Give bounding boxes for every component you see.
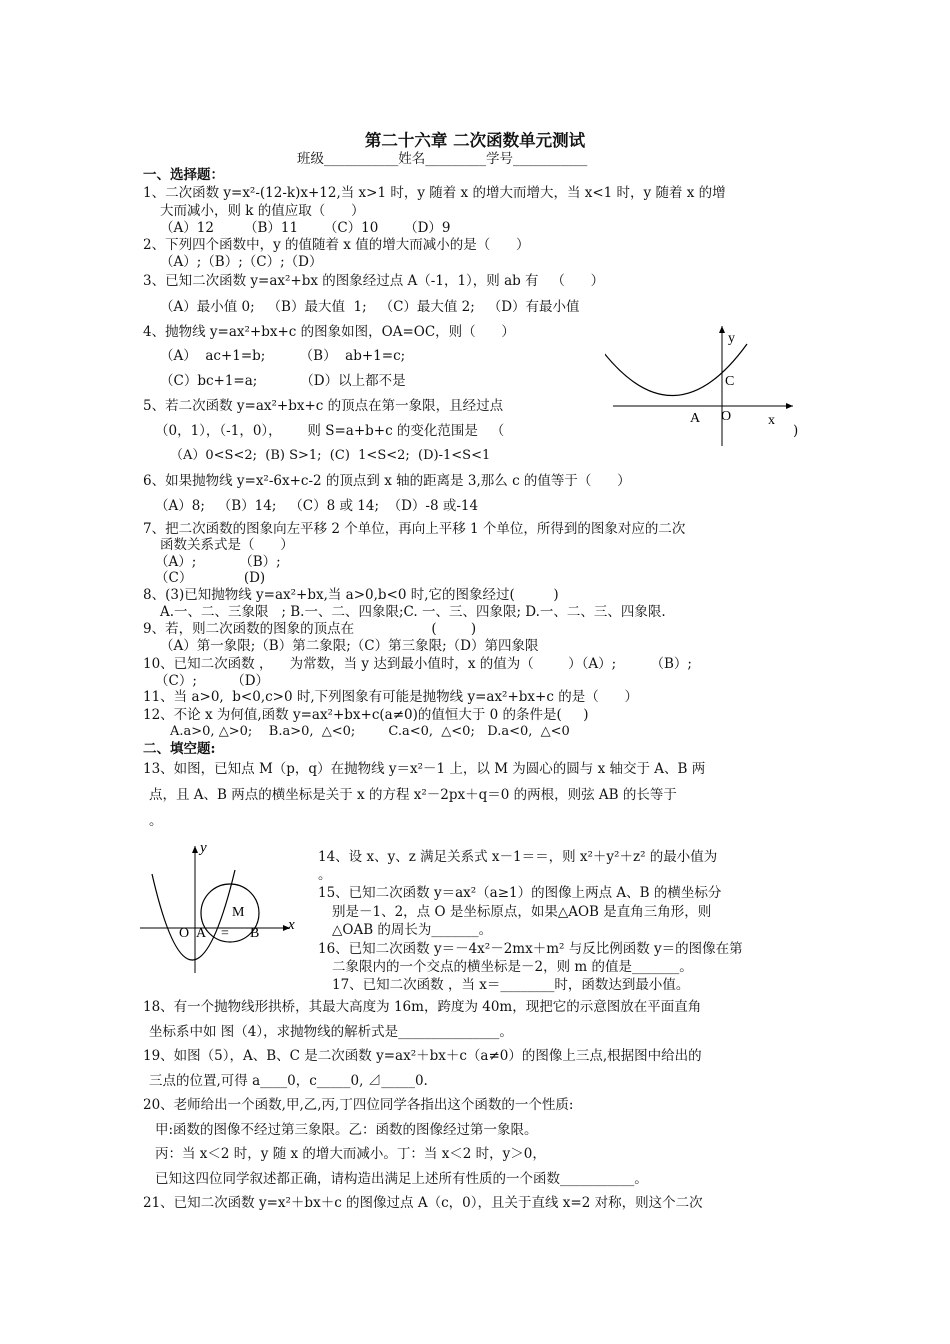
y-label: y — [200, 840, 207, 856]
question-19-line-2: 三点的位置,可得 a____0，c_____0, ⊿_____0. — [149, 1073, 428, 1089]
point-a-label: A — [196, 926, 207, 941]
question-11: 11、当 a>0, b<0,c>0 时,下列图象有可能是抛物线 y=ax²+bx+c 的是（ ） — [143, 689, 638, 705]
question-14-line-2: 。 — [318, 867, 332, 883]
section-heading-fill: 二、填空题: — [143, 741, 216, 757]
y-axis-arrow-icon — [192, 846, 198, 853]
question-3-options: （A）最小值 0; （B）最大值 1; （C）最大值 2; （D）有最小值 — [160, 299, 580, 315]
question-15-line-1: 15、已知二次函数 y＝ax²（a≥1）的图像上两点 A、B 的横坐标分 — [318, 885, 722, 901]
question-3: 3、已知二次函数 y=ax²+bx 的图象经过点 A（-1，1），则 ab 有 （ ） — [143, 273, 605, 289]
question-16-line-2: 二象限内的一个交点的横坐标是－2，则 m 的值是_______。 — [332, 959, 693, 975]
question-1-line-2: 大而减小，则 k 的值应取（ ） — [160, 203, 365, 219]
question-20-line-4: 已知这四位同学叙述都正确，请构造出满足上述所有性质的一个函数___________。 — [155, 1171, 648, 1187]
question-2-options: （A）;（B）;（C）;（D） — [160, 254, 323, 270]
question-16-line-1: 16、已知二次函数 y＝－4x²－2mx＋m² 与反比例函数 y＝的图像在第 — [318, 941, 743, 957]
origin-label: O — [721, 409, 732, 424]
x-axis-arrow-icon — [786, 403, 793, 409]
question-14: 14、设 x、y、z 满足关系式 x－1＝＝，则 x²＋y²＋z² 的最小值为 — [318, 849, 718, 865]
question-5-closing-paren: ) — [793, 423, 799, 439]
section-heading-choice: 一、选择题： — [143, 167, 224, 183]
question-13-line-2: 点，且 A、B 两点的横坐标是关于 x 的方程 x²－2px＋q＝0 的两根，则弦 AB 的长等于 — [149, 787, 677, 803]
question-7-line-1: 7、把二次函数的图象向左平移 2 个单位，再向上平移 1 个单位，所得到的图象对应的二次 — [143, 521, 686, 537]
page-title: 第二十六章 二次函数单元测试 — [364, 131, 586, 150]
x-label: x — [288, 917, 295, 933]
question-20-line-2: 甲:函数的图像不经过第三象限。乙：函数的图像经过第一象限。 — [155, 1122, 538, 1138]
question-6: 6、如果抛物线 y=x²-6x+c-2 的顶点到 x 轴的距离是 3,那么 c 的值等于（ ） — [143, 473, 631, 489]
y-axis-arrow-icon — [719, 326, 725, 333]
question-5-line-2: （0，1），（-1，0）， 则 S=a+b+c 的变化范围是 （ — [155, 423, 505, 439]
question-15-line-2: 别是－1、2，点 O 是坐标原点，如果△AOB 是直角三角形，则 — [332, 904, 712, 920]
parabola-figure-q4 — [605, 320, 805, 450]
question-1-line-1: 1、二次函数 y=x²-(12-k)x+12,当 x>1 时，y 随着 x 的增大而增大，当 x<1 时，y 随着 x 的增 — [143, 185, 726, 201]
question-9-options: （A）第一象限;（B）第二象限;（C）第三象限;（D）第四象限 — [160, 638, 539, 654]
question-9: 9、若，则二次函数的图象的顶点在 ( ) — [143, 621, 477, 637]
point-b-label: B — [250, 926, 260, 941]
question-4: 4、抛物线 y=ax²+bx+c 的图象如图，OA=OC，则（ ） — [143, 324, 515, 340]
y-label: y — [728, 331, 735, 346]
question-15-line-3: △OAB 的周长为_______。 — [332, 922, 493, 938]
question-13-line-3: 。 — [149, 813, 163, 829]
point-c-label: C — [725, 374, 735, 389]
equal-mark: = — [221, 926, 229, 941]
point-a-label: A — [690, 411, 701, 426]
question-13-line-1: 13、如图，已知点 M（p，q）在抛物线 y＝x²－1 上，以 M 为圆心的圆与 x 轴交于 A、B 两 — [143, 761, 706, 777]
question-20-line-3: 丙：当 x＜2 时，y 随 x 的增大而减小。丁：当 x＜2 时，y＞0， — [155, 1146, 546, 1162]
question-18-line-2: 坐标系中如 图（4），求抛物线的解析式是_______________。 — [149, 1024, 513, 1040]
parabola-curve — [152, 870, 235, 960]
question-20-line-1: 20、老师给出一个函数,甲,乙,丙,丁四位同学各指出这个函数的一个性质: — [143, 1097, 574, 1113]
question-7-options-1: （A）; （B）; — [155, 554, 281, 570]
question-17: 17、已知二次函数 ，当 x＝________时，函数达到最小值。 — [332, 977, 690, 993]
question-2: 2、下列四个函数中，y 的值随着 x 值的增大而减小的是（ ） — [143, 237, 530, 253]
question-8: 8、(3)已知抛物线 y=ax²+bx,当 a>0,b<0 时,它的图象经过( ) — [143, 587, 559, 603]
question-5-options: （A）0<S<2; (B) S>1; (C) 1<S<2; (D)-1<S<1 — [170, 448, 491, 463]
question-1-options: （A）12 （B）11 （C）10 （D）9 — [160, 220, 451, 236]
question-4-options-2: （C）bc+1=a; （D）以上都不是 — [160, 373, 406, 389]
question-8-options: A.一、二、三象限 ; B.一、二、四象限;C. 一、三、四象限; D.一、二、三、四象限. — [160, 604, 666, 620]
question-18-line-1: 18、有一个抛物线形拱桥，其最大高度为 16m，跨度为 40m，现把它的示意图放在平面直角 — [143, 999, 702, 1015]
question-12-options: A.a>0, △>0; B.a>0, △<0; C.a<0, △<0; D.a<0, △<0 — [170, 724, 570, 739]
question-19-line-1: 19、如图（5），A、B、C 是二次函数 y=ax²＋bx＋c（a≠0）的图像上三点,根据图中给出的 — [143, 1048, 702, 1064]
question-12: 12、不论 x 为何值,函数 y=ax²+bx+c(a≠0)的值恒大于 0 的条件是( ) — [143, 707, 589, 723]
student-info-line: 班级___________姓名_________学号___________ — [297, 151, 588, 167]
question-10-line-2: （C）; （D） — [155, 673, 270, 689]
question-10-line-1: 10、已知二次函数 ， 为常数，当 y 达到最小值时，x 的值为（ ）（A）; （B）; — [143, 656, 692, 672]
point-m-label: M — [232, 905, 245, 920]
circle-parabola-figure-q13 — [140, 838, 305, 978]
question-21: 21、已知二次函数 y=x²＋bx＋c 的图像过点 A（c，0），且关于直线 x=2 对称，则这个二次 — [143, 1195, 703, 1211]
question-6-options: （A）8; （B）14; （C）8 或 14; （D）-8 或-14 — [155, 498, 479, 514]
question-7-options-2: （C） (D) — [155, 570, 266, 586]
x-label: x — [768, 413, 775, 428]
question-5: 5、若二次函数 y=ax²+bx+c 的顶点在第一象限，且经过点 — [143, 398, 504, 414]
question-4-options-1: （A） ac+1=b; （B） ab+1=c; — [160, 348, 406, 364]
question-7-line-2: 函数关系式是（ ） — [160, 537, 294, 553]
origin-label: O — [179, 926, 190, 941]
